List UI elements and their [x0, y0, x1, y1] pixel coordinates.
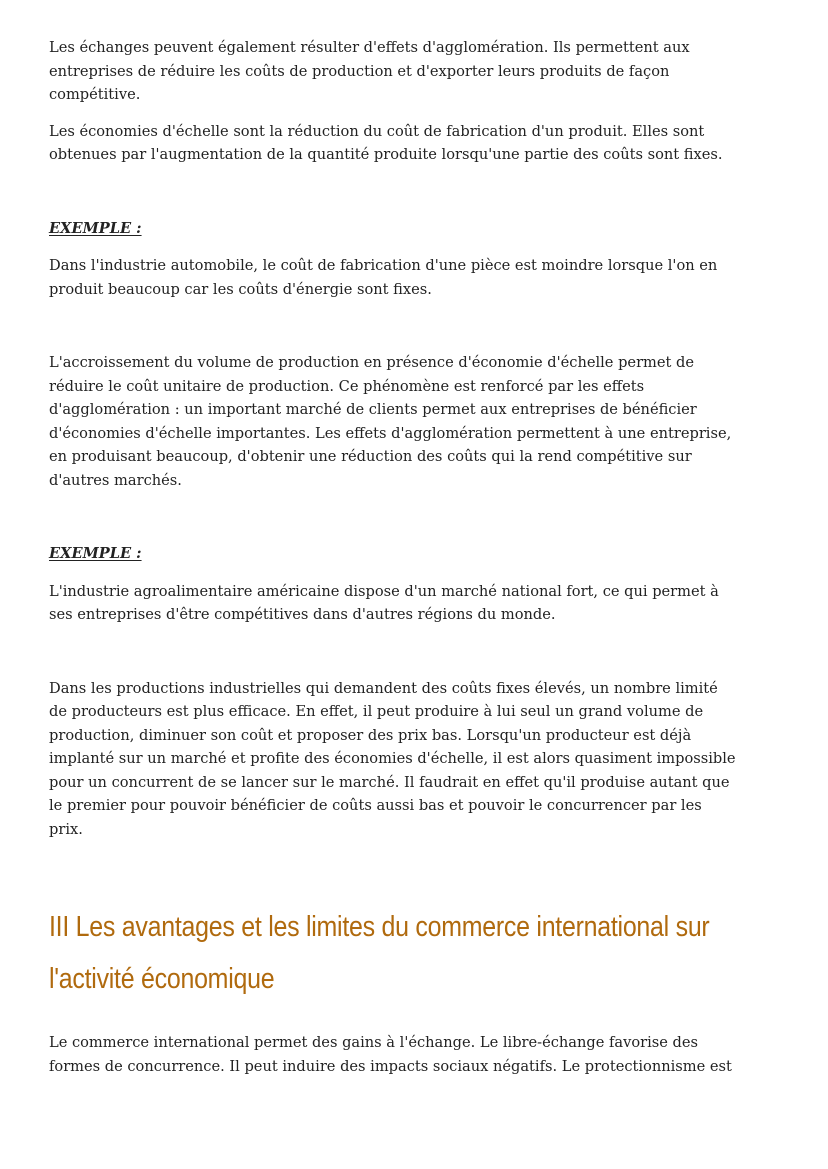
- paragraph-fixed-costs: Dans les productions industrielles qui demandent des coûts fixes élevés, un nombre limité de producteurs est plus efficace. En effet, il peut produire à lui seul un grand volume de production, diminuer son coût et proposer des prix bas. Lorsqu'un producteur est déjà implanté sur un marché et profite des économies d'échelle, il est alors quasiment impossible pour un concurrent de se lancer sur le marché. Il faudrait en effet qu'il produise autant que le premier pour pouvoir bénéficier de coûts aussi bas et pouvoir le concurrencer par les prix.: [49, 679, 736, 838]
- paragraph-example-agrifood: L'industrie agroalimentaire américaine dispose d'un marché national fort, ce qui permet à ses entreprises d'être compétitives dans d'autres régions du monde.: [49, 582, 719, 623]
- paragraph-section-intro: Le commerce international permet des gains à l'échange. Le libre-échange favorise des formes de concurrence. Il peut induire des impacts sociaux négatifs. Le protectionnisme est: [49, 1034, 732, 1075]
- document-page: [49, 36, 739, 1078]
- example-label: EXEMPLE :: [49, 545, 142, 562]
- paragraph-agglomeration-intro: Les échanges peuvent également résulter d'effets d'agglomération. Ils permettent aux entreprises de réduire les coûts de production et d'exporter leurs produits de façon compétitive.: [49, 39, 690, 103]
- example-label: EXEMPLE :: [49, 219, 142, 237]
- paragraph-example-automobile: Dans l'industrie automobile, le coût de fabrication d'une pièce est moindre lorsque l'on en produit beaucoup car les coûts d'énergie sont fixes.: [49, 257, 718, 298]
- paragraph-production-volume: L'accroissement du volume de production en présence d'économie d'échelle permet de réduire le coût unitaire de production. Ce phénomène est renforcé par les effets d'agglomération : un important marché de clients permet aux entreprises de bénéficier d'économies d'échelle importantes. Les effets d'agglomération permettent à une entreprise, en produisant beaucoup, d'obtenir une réduction des coûts qui la rend compétitive sur d'autres marchés.: [49, 354, 732, 489]
- section-title: III Les avantages et les limites du commerce international sur l'activité économique: [49, 911, 710, 995]
- paragraph-economies-of-scale-definition: Les économies d'échelle sont la réduction du coût de fabrication d'un produit. Elles sont obtenues par l'augmentation de la quantité produite lorsqu'une partie des coûts sont fixes.: [49, 122, 723, 163]
